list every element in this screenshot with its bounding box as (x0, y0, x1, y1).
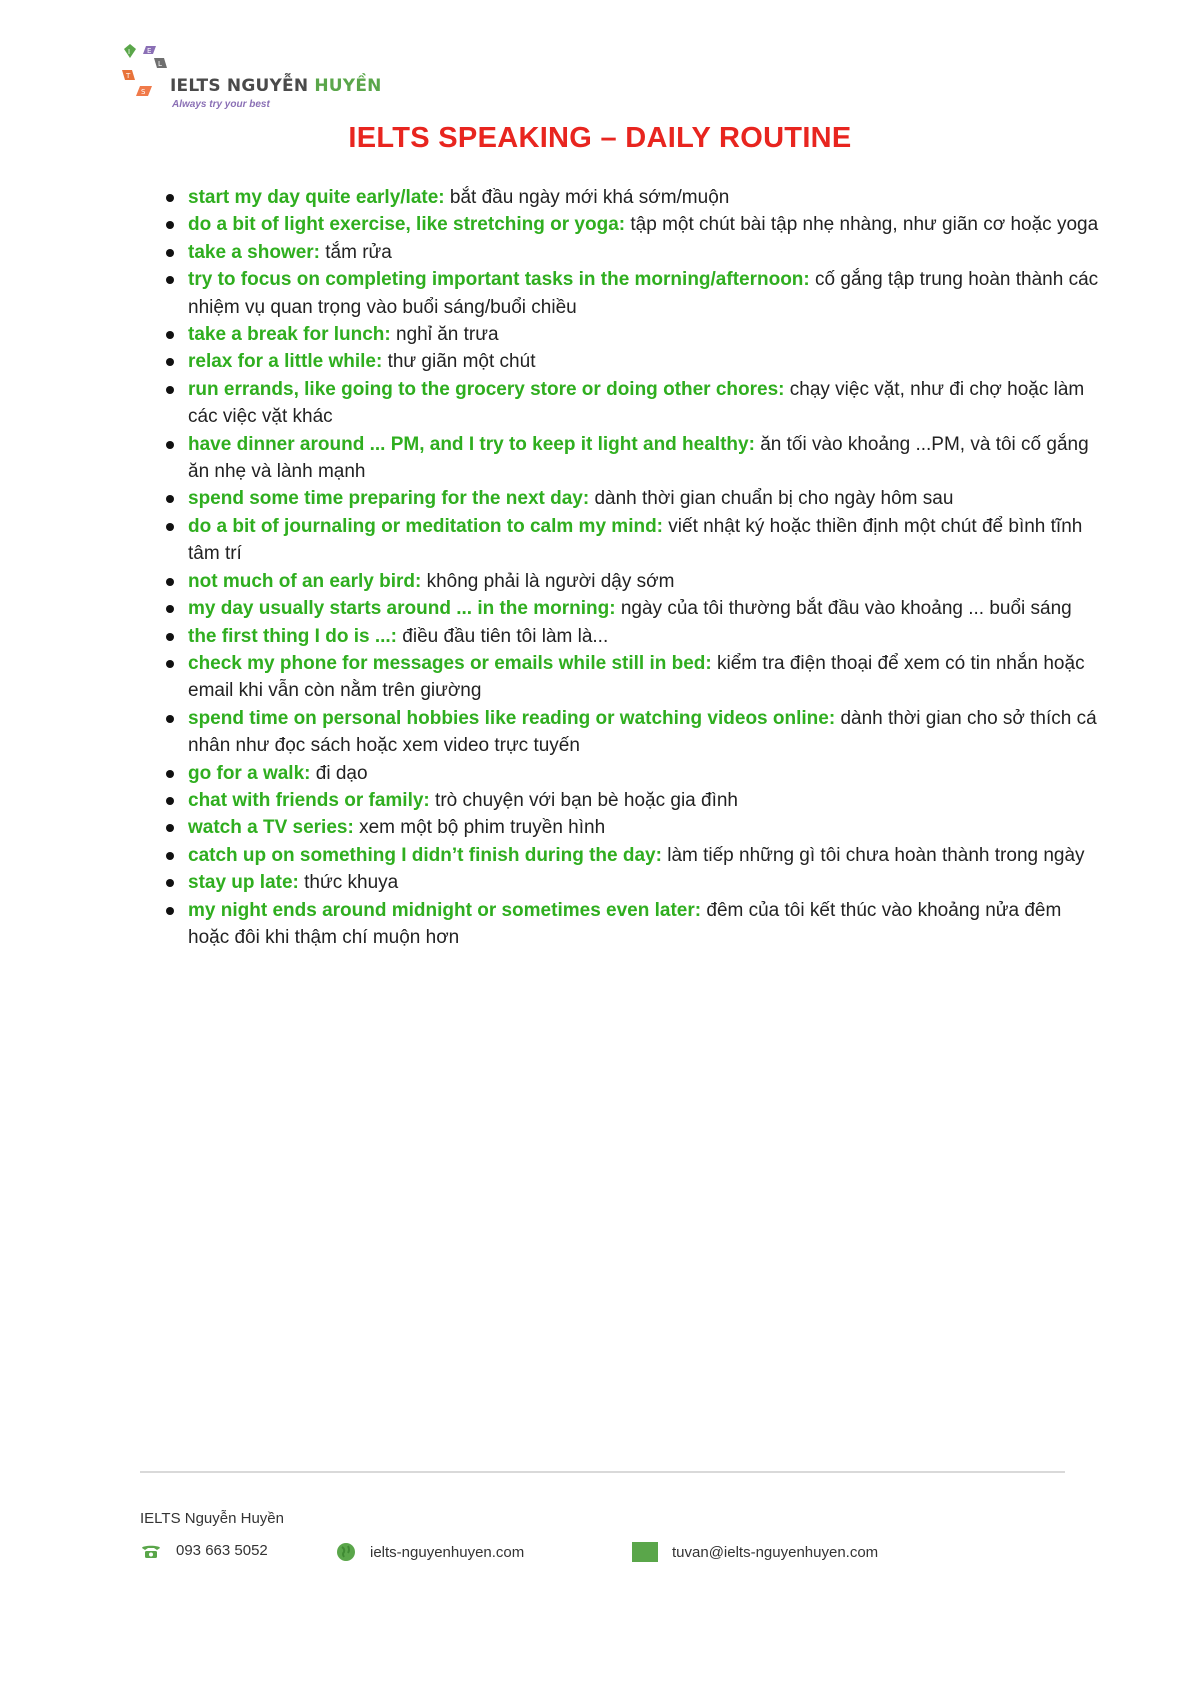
footer-phone-number[interactable]: 093 663 5052 (176, 1542, 268, 1559)
vocab-vietnamese-meaning: kiểm tra điện thoại để xem có tin nhắn hoặc email khi vẫn còn nằm trên giường (188, 652, 1085, 702)
vocab-item (166, 211, 1106, 238)
vocab-english-phrase: check my phone for messages or emails while still in bed: (188, 652, 712, 674)
brand-name (170, 76, 382, 96)
vocab-english-phrase: relax for a little while: (188, 351, 383, 373)
vocab-vietnamese-meaning: tập một chút bài tập nhẹ nhàng, như giãn cơ hoặc yoga (630, 214, 1099, 236)
vocab-english-phrase: watch a TV series: (188, 817, 354, 839)
vocab-vietnamese-meaning: xem một bộ phim truyền hình (359, 817, 606, 839)
vocab-vietnamese-meaning: chạy việc vặt, như đi chợ hoặc làm các việc vặt khác (188, 378, 1085, 428)
vocab-vietnamese-meaning: không phải là người dậy sớm (426, 570, 675, 592)
footer-divider (140, 1471, 1065, 1473)
vocab-vietnamese-meaning: thư giãn một chút (387, 351, 536, 373)
vocab-item (166, 650, 1106, 705)
vocab-english-phrase: chat with friends or family: (188, 789, 430, 811)
vocab-item (166, 568, 1106, 595)
vocab-item (166, 376, 1106, 431)
brand-tagline: Always try your best (172, 99, 270, 110)
vocab-english-phrase: start my day quite early/late: (188, 187, 445, 208)
logo-tile-letter: I (128, 48, 131, 56)
vocab-vietnamese-meaning: dành thời gian cho sở thích cá nhân như đọc sách hoặc xem video trực tuyến (188, 707, 1097, 757)
vocab-vietnamese-meaning: dành thời gian chuẩn bị cho ngày hôm sau (594, 488, 954, 510)
vocab-item (166, 760, 1106, 787)
brand-logo (122, 44, 382, 114)
logo-tile-letter: L (158, 60, 162, 68)
vocab-vietnamese-meaning: viết nhật ký hoặc thiền định một chút để bình tĩnh tâm trí (188, 515, 1083, 565)
vocab-item (166, 787, 1106, 814)
page-title: IELTS SPEAKING – DAILY ROUTINE (348, 122, 852, 154)
footer-email-link[interactable]: tuvan@ielts-nguyenhuyen.com (672, 1543, 879, 1561)
phone-icon (140, 1543, 162, 1559)
vocab-english-phrase: try to focus on completing important tasks in the morning/afternoon: (188, 269, 810, 291)
vocab-item (166, 513, 1106, 568)
vocab-vietnamese-meaning: thức khuya (304, 872, 399, 894)
footer-org-name: IELTS Nguyễn Huyền (140, 1510, 284, 1527)
vocab-item (166, 485, 1106, 512)
vocab-item (166, 184, 1106, 211)
brand-name-accent: HUYỀN (314, 76, 382, 96)
logo-tile-letter: S (141, 88, 146, 96)
vocab-item (166, 705, 1106, 760)
vocab-vietnamese-meaning: điều đầu tiên tôi làm là... (402, 625, 609, 647)
vocab-vietnamese-meaning: trò chuyện với bạn bè hoặc gia đình (435, 789, 738, 811)
vocab-english-phrase: spend some time preparing for the next day: (188, 488, 590, 510)
vocab-vietnamese-meaning: ngày của tôi thường bắt đầu vào khoảng ... buổi sáng (620, 598, 1072, 620)
vocab-english-phrase: take a shower: (188, 241, 320, 263)
vocab-english-phrase: take a break for lunch: (188, 324, 391, 346)
vocab-english-phrase: my day usually starts around ... in the morning: (188, 598, 616, 620)
vocab-item (166, 266, 1106, 321)
footer-email (632, 1542, 878, 1562)
vocab-vietnamese-meaning: làm tiếp những gì tôi chưa hoàn thành trong ngày (667, 844, 1085, 866)
vocab-item (166, 348, 1106, 375)
mail-icon (632, 1542, 658, 1562)
vocabulary-list (166, 184, 1106, 951)
logo-tile-letter: E (147, 47, 152, 55)
vocab-english-phrase: stay up late: (188, 872, 299, 894)
vocab-vietnamese-meaning: đêm của tôi kết thúc vào khoảng nửa đêm hoặc đôi khi thậm chí muộn hơn (188, 899, 1062, 948)
vocab-item (166, 431, 1106, 486)
footer-website-link[interactable]: ielts-nguyenhuyen.com (370, 1543, 525, 1561)
vocab-english-phrase: spend time on personal hobbies like reading or watching videos online: (188, 707, 836, 729)
vocab-item (166, 869, 1106, 896)
vocab-english-phrase: have dinner around ... PM, and I try to keep it light and healthy: (188, 433, 755, 455)
vocab-vietnamese-meaning: nghỉ ăn trưa (396, 324, 499, 346)
vocab-english-phrase: my night ends around midnight or sometimes even later: (188, 899, 702, 921)
logo-tile-letter: T (126, 72, 131, 80)
vocab-item (166, 239, 1106, 266)
brand-name-main: IELTS NGUYỄN (170, 76, 315, 96)
vocab-vietnamese-meaning: cố gắng tập trung hoàn thành các nhiệm vụ quan trọng vào buổi sáng/buổi chiều (188, 269, 1099, 318)
vocab-vietnamese-meaning: bắt đầu ngày mới khá sớm/muộn (449, 187, 730, 208)
vocab-english-phrase: go for a walk: (188, 762, 311, 784)
vocab-item (166, 623, 1106, 650)
vocab-item (166, 595, 1106, 622)
vocab-vietnamese-meaning: tắm rửa (325, 241, 392, 263)
vocab-english-phrase: run errands, like going to the grocery store or doing other chores: (188, 378, 785, 400)
footer-website (336, 1542, 524, 1562)
vocab-vietnamese-meaning: đi dạo (315, 762, 368, 784)
vocab-english-phrase: do a bit of light exercise, like stretching or yoga: (188, 214, 626, 236)
globe-icon (336, 1542, 356, 1562)
vocab-item (166, 321, 1106, 348)
vocab-vietnamese-meaning: ăn tối vào khoảng ...PM, và tôi cố gắng ăn nhẹ và lành mạnh (188, 433, 1089, 483)
vocab-english-phrase: the first thing I do is ...: (188, 625, 397, 647)
vocab-item (166, 897, 1106, 952)
vocab-item (166, 814, 1106, 841)
vocab-item (166, 842, 1106, 869)
vocab-english-phrase: not much of an early bird: (188, 570, 422, 592)
vocab-english-phrase: catch up on something I didn’t finish during the day: (188, 844, 662, 866)
vocab-english-phrase: do a bit of journaling or meditation to calm my mind: (188, 515, 664, 537)
footer-phone (140, 1542, 268, 1559)
